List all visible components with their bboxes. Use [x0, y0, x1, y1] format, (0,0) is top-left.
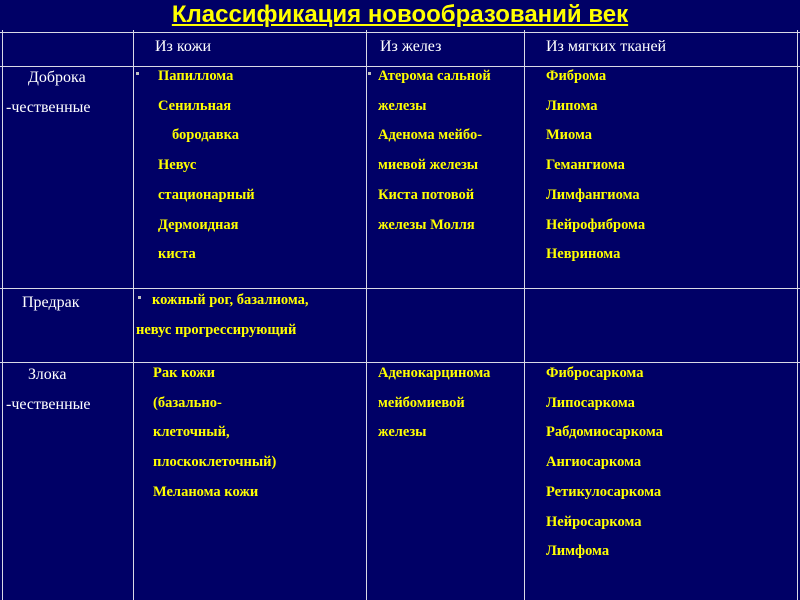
header-skin: Из кожи: [155, 38, 212, 55]
table-border-left: [2, 30, 3, 600]
bullet-icon: [136, 72, 139, 75]
row-label-benign: Доброка -чественные: [6, 69, 91, 116]
malignant-soft-cell: Фибросаркома Липосаркома Рабдомиосаркома Ангиосаркома Ретикулосаркома Нейросаркома Лимфома: [546, 365, 663, 560]
bullet-icon: [368, 72, 371, 75]
column-divider: [524, 30, 525, 600]
malignant-skin-cell: Рак кожи (базально- клеточный, плоскоклеточный) Меланома кожи: [153, 365, 277, 500]
benign-glands-cell: Атерома сальной железы Аденома мейбо- миевой железы Киста потовой железы Молля: [378, 68, 491, 233]
benign-soft-cell: Фиброма Липома Миома Гемангиома Лимфангиома Нейрофиброма Невринома: [546, 68, 646, 263]
column-divider: [133, 30, 134, 600]
table-border-right: [797, 30, 798, 600]
column-divider: [366, 30, 367, 600]
row-label-malignant: Злока -чественные: [6, 366, 91, 413]
malignant-glands-cell: Аденокарцинома мейбомиевой железы: [378, 365, 491, 441]
row-label-precancer: Предрак: [22, 294, 80, 311]
header-glands: Из желез: [380, 38, 442, 55]
classification-table: [0, 30, 800, 600]
precancer-skin-cell: кожный рог, базалиома, невус прогрессирующий: [136, 292, 309, 338]
benign-skin-cell: Папиллома Сенильная бородавка Невус стационарный Дермоидная киста: [158, 68, 255, 263]
page-title: Классификация новообразований век: [0, 0, 800, 30]
row-divider: [0, 288, 800, 289]
header-soft-tissue: Из мягких тканей: [546, 38, 667, 55]
